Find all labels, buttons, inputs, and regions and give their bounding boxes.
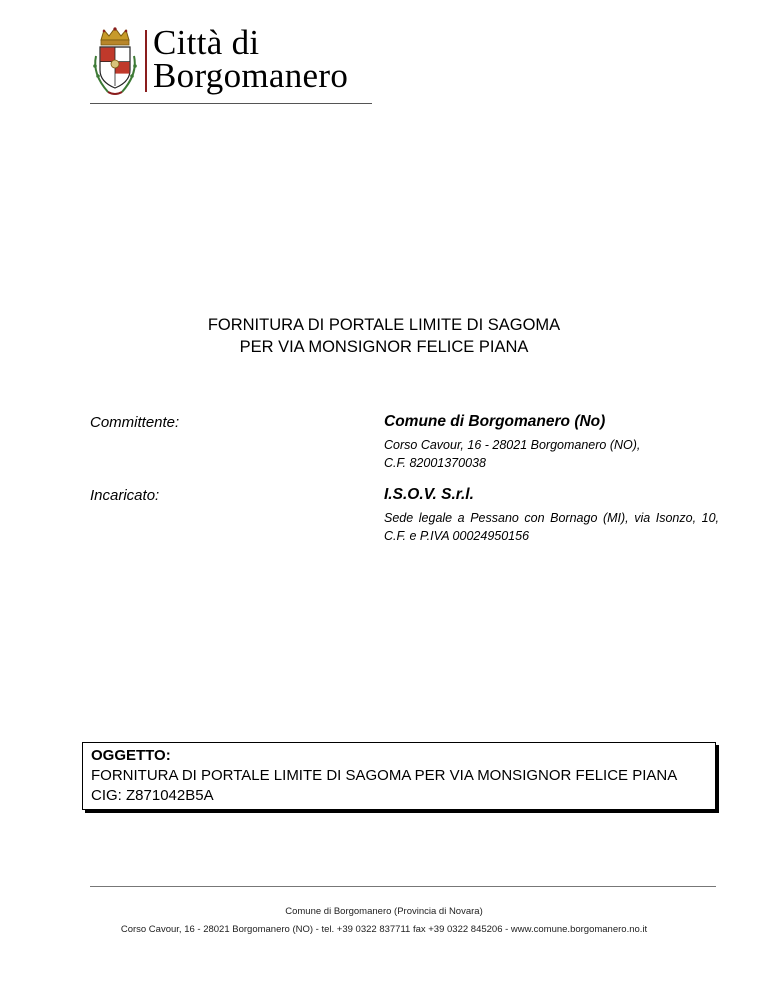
logo-wordmark [153, 23, 349, 95]
oggetto-box [82, 742, 716, 810]
footer-contacts: Corso Cavour, 16 - 28021 Borgomanero (NO) - tel. +39 0322 837711 fax +39 0322 845206 - www.comune.borgomanero.no.it [120, 924, 648, 935]
oggetto-heading: OGGETTO: [91, 747, 171, 764]
committente-tax-code: C.F. 82001370038 [384, 456, 486, 470]
committente-name: Comune di Borgomanero (No) [384, 413, 606, 430]
oggetto-subject: FORNITURA DI PORTALE LIMITE DI SAGOMA PER VIA MONSIGNOR FELICE PIANA [91, 767, 678, 784]
oggetto-cig: CIG: Z871042B5A [91, 787, 214, 804]
incaricato-name: I.S.O.V. S.r.l. [384, 486, 474, 503]
incaricato-details: Sede legale a Pessano con Bornago (MI), via Isonzo, 10, C.F. e P.IVA 00024950156 [384, 511, 719, 543]
city-logo [90, 23, 372, 106]
logo-line-2: Borgomanero [153, 56, 349, 95]
incaricato-block [384, 486, 719, 545]
logo-line-1: Città di [153, 23, 260, 62]
document-title [0, 314, 768, 358]
footer-rule [90, 886, 716, 887]
incaricato-label: Incaricato: [90, 487, 160, 504]
committente-address [384, 436, 719, 472]
title-line-1: FORNITURA DI PORTALE LIMITE DI SAGOMA [207, 316, 561, 334]
coat-of-arms-icon [90, 26, 140, 98]
title-line-2: PER VIA MONSIGNOR FELICE PIANA [239, 338, 529, 356]
committente-block [384, 413, 719, 472]
header-rule [90, 103, 372, 104]
committente-label: Committente: [90, 414, 180, 431]
footer-entity: Comune di Borgomanero (Provincia di Novara) [285, 906, 483, 917]
logo-divider [145, 30, 147, 92]
committente-address-line-1: Corso Cavour, 16 - 28021 Borgomanero (NO), [384, 438, 641, 452]
